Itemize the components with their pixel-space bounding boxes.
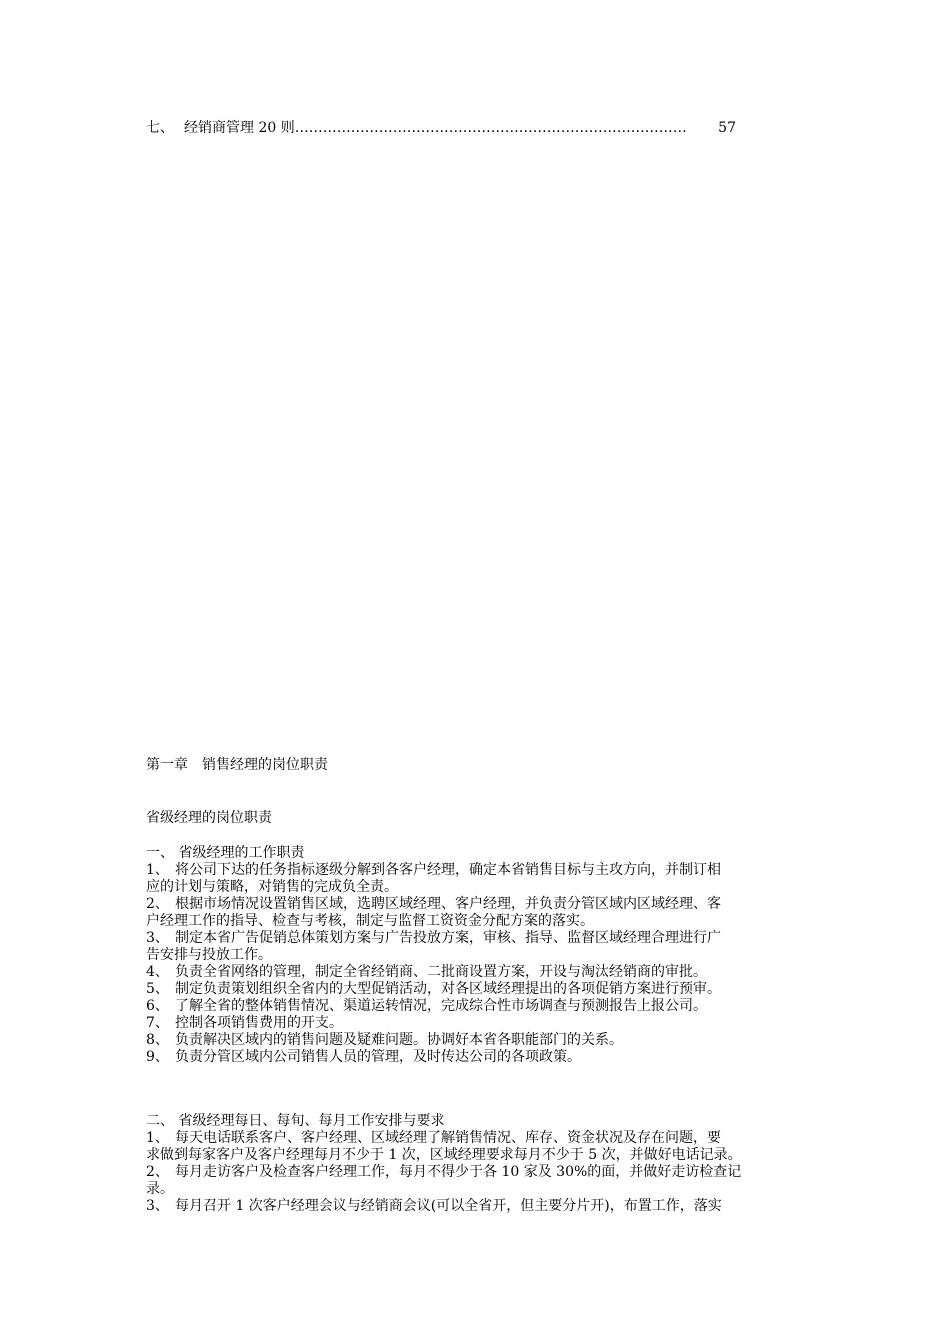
item-text: 每月走访客户及检查客户经理工作，每月不得少于各 10 家及 30%的面，并做好走访检查记 <box>175 1164 742 1180</box>
toc-title: 经销商管理 20 则 <box>184 120 295 136</box>
duties-list <box>146 862 806 1066</box>
item-text: 负责分管区域内公司销售人员的管理，及时传达公司的各项政策。 <box>175 1049 581 1065</box>
section-heading: 一、 省级经理的工作职责 <box>146 845 305 861</box>
toc-number: 七、 <box>146 120 174 136</box>
section-heading: 二、 省级经理每日、每旬、每月工作安排与要求 <box>146 1113 445 1129</box>
item-text: 将公司下达的任务指标逐级分解到各客户经理，确定本省销售目标与主攻方向，并制订相 <box>175 862 721 878</box>
section-duties <box>146 845 806 1066</box>
item-number: 5、 <box>146 981 169 997</box>
item-text-continued: 应的计划与策略，对销售的完成负全责。 <box>146 879 398 895</box>
list-item <box>146 964 806 981</box>
chapter-number: 第一章 <box>146 757 188 773</box>
item-text-continued: 户经理工作的指导、检查与考核，制定与监督工资资金分配方案的落实。 <box>146 913 594 929</box>
toc-leader-dots: ………………………………………………………………………… <box>294 120 687 136</box>
item-text: 控制各项销售费用的开支。 <box>175 1015 343 1031</box>
list-item <box>146 1049 806 1066</box>
list-item <box>146 998 806 1015</box>
list-item <box>146 1164 806 1198</box>
item-number: 4、 <box>146 964 169 980</box>
schedule-list <box>146 1130 806 1215</box>
item-text: 每月召开 1 次客户经理会议与经销商会议(可以全省开，但主要分片开)，布置工作，落实 <box>175 1198 722 1214</box>
list-item <box>146 862 806 896</box>
chapter-heading <box>146 754 328 774</box>
item-text: 负责解决区域内的销售问题及疑难问题。协调好本省各职能部门的关系。 <box>175 1032 623 1048</box>
item-number: 6、 <box>146 998 169 1014</box>
item-number: 2、 <box>146 896 169 912</box>
item-number: 8、 <box>146 1032 169 1048</box>
item-text: 根据市场情况设置销售区域，选聘区域经理、客户经理，并负责分管区域内区域经理、客 <box>175 896 721 912</box>
item-number: 2、 <box>146 1164 169 1180</box>
item-text: 制定负责策划组织全省内的大型促销活动，对各区域经理提出的各项促销方案进行预审。 <box>175 981 721 997</box>
item-text-continued: 录。 <box>146 1181 174 1197</box>
list-item <box>146 1198 806 1215</box>
list-item <box>146 896 806 930</box>
item-number: 9、 <box>146 1049 169 1065</box>
list-item <box>146 1032 806 1049</box>
list-item <box>146 1130 806 1164</box>
item-number: 3、 <box>146 1198 169 1214</box>
section-subtitle: 省级经理的岗位职责 <box>146 810 272 826</box>
toc-page-number: 57 <box>718 120 736 136</box>
list-item <box>146 1015 806 1032</box>
item-number: 1、 <box>146 1130 169 1146</box>
list-item <box>146 930 806 964</box>
item-text: 每天电话联系客户、客户经理、区域经理了解销售情况、库存、资金状况及存在问题，要 <box>175 1130 721 1146</box>
section-schedule <box>146 1113 806 1215</box>
chapter-title: 销售经理的岗位职责 <box>202 757 328 773</box>
toc-entry <box>146 117 736 137</box>
item-text-continued: 告安排与投放工作。 <box>146 947 272 963</box>
item-text: 制定本省广告促销总体策划方案与广告投放方案，审核、指导、监督区域经理合理进行广 <box>175 930 721 946</box>
item-text-continued: 求做到每家客户及客户经理每月不少于 1 次，区域经理要求每月不少于 5 次，并做好电话记录。 <box>146 1147 742 1163</box>
item-text: 负责全省网络的管理，制定全省经销商、二批商设置方案，开设与淘汰经销商的审批。 <box>175 964 707 980</box>
item-number: 3、 <box>146 930 169 946</box>
list-item <box>146 981 806 998</box>
item-number: 1、 <box>146 862 169 878</box>
item-text: 了解全省的整体销售情况、渠道运转情况，完成综合性市场调查与预测报告上报公司。 <box>175 998 707 1014</box>
item-number: 7、 <box>146 1015 169 1031</box>
